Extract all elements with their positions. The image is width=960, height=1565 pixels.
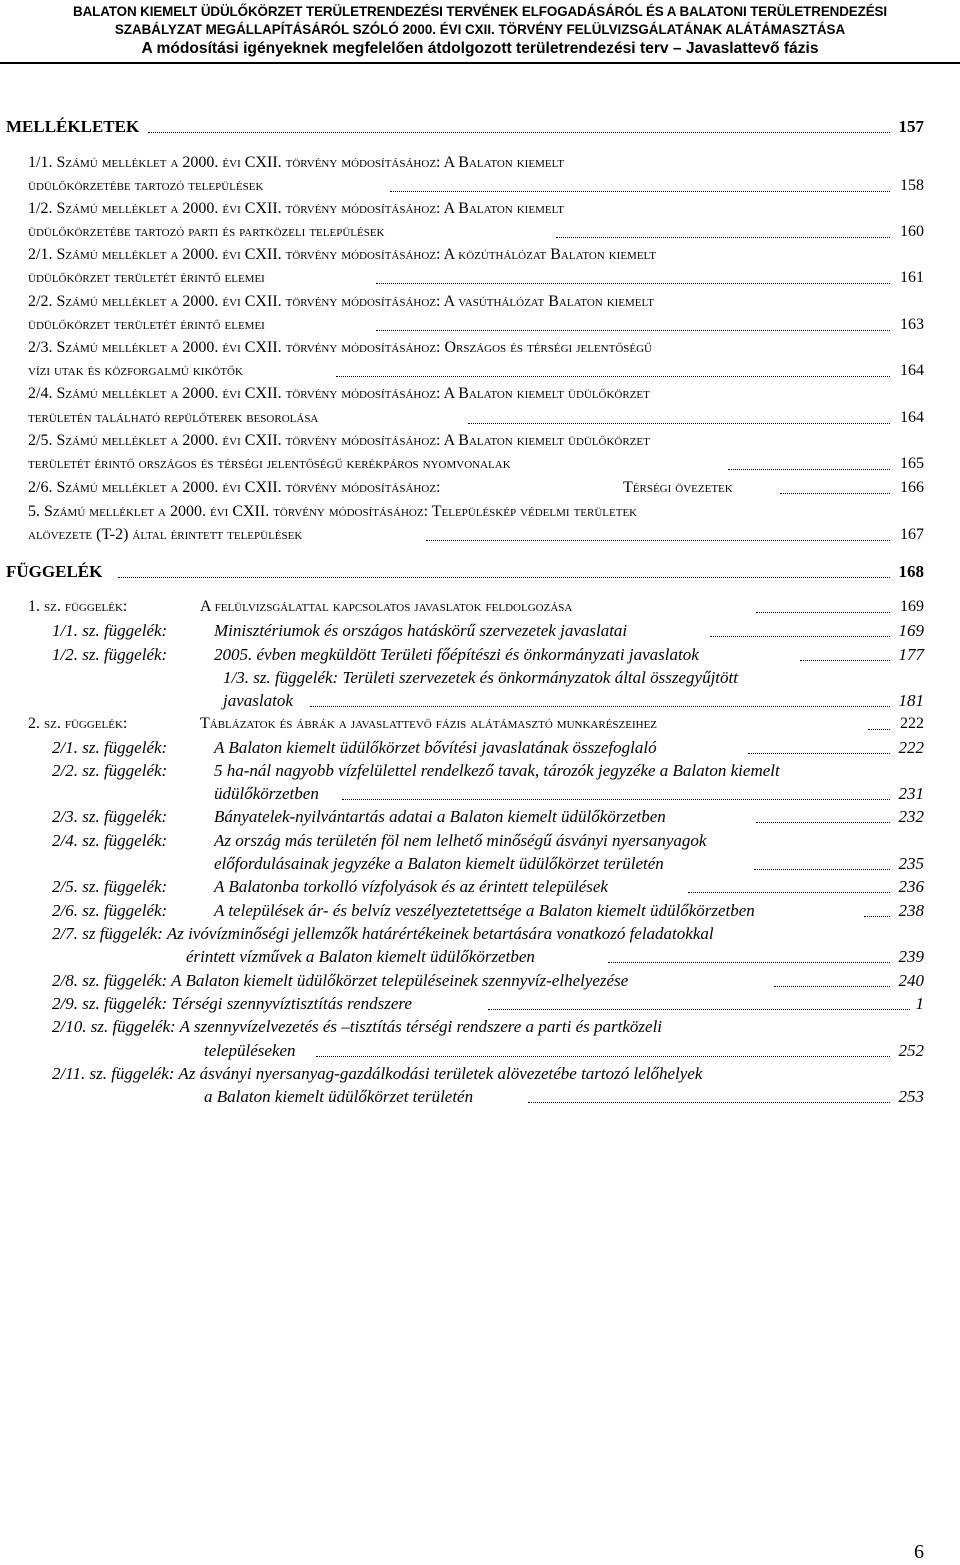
toc-entry-text: üdülőkörzet területét érintő elemei bbox=[28, 316, 265, 333]
toc-page-number: 163 bbox=[900, 316, 924, 333]
toc-leader bbox=[468, 406, 890, 424]
toc-leader bbox=[148, 115, 890, 133]
header-line-1: BALATON KIEMELT ÜDÜLŐKÖRZET TERÜLETRENDEZÉSI TERVÉNEK ELFOGADÁSÁRÓL ÉS A BALATONI TERÜLETRENDEZÉSI bbox=[73, 4, 887, 19]
toc-page-number: 166 bbox=[900, 479, 924, 496]
toc-entry-fuggelek-1[interactable] bbox=[0, 595, 960, 619]
toc-entry-text: 2/5. Számú melléklet a 2000. évi CXII. törvény módosításához: A Balaton kiemelt üdülőkörzet bbox=[28, 432, 650, 449]
toc-entry-text: 2/3. Számú melléklet a 2000. évi CXII. törvény módosításához: Országos és térségi jelentőségű bbox=[28, 339, 652, 356]
toc-entry-label: 1. sz. függelék: bbox=[28, 598, 128, 615]
toc-entry-text: 5 ha-nál nagyobb vízfelülettel rendelkező tavak, tározók jegyzéke a Balaton kiemelt bbox=[214, 761, 780, 780]
toc-entry-text: Az ország más területén föl nem lelhető minőségű ásványi nyersanyagok bbox=[214, 831, 707, 850]
toc-entry-text: 2/7. sz függelék: Az ivóvízminőségi jellemzők határértékeinek betartására vonatkozó feladatokkal bbox=[52, 924, 714, 943]
toc-leader bbox=[488, 992, 910, 1010]
toc-leader bbox=[748, 736, 890, 754]
toc-entry-fuggelek-2-4[interactable] bbox=[0, 829, 960, 853]
toc-page-number: 252 bbox=[898, 1041, 924, 1060]
toc-entry-fuggelek-2-11-cont[interactable] bbox=[0, 1085, 960, 1109]
toc-entry-fuggelek-2-2[interactable] bbox=[0, 759, 960, 783]
toc-entry-text: 2/11. sz. függelék: Az ásványi nyersanyag-gazdálkodási területek alövezetébe tartozó lelőhelyek bbox=[52, 1064, 703, 1083]
toc-entry-text: 2/8. sz. függelék: A Balaton kiemelt üdülőkörzet településeinek szennyvíz-elhelyezése bbox=[52, 971, 629, 990]
toc-entry-text: érintett vízművek a Balaton kiemelt üdülőkörzetben bbox=[186, 947, 535, 966]
toc-entry-1-1[interactable] bbox=[0, 151, 960, 175]
toc-leader bbox=[342, 782, 890, 800]
toc-entry-2-3[interactable] bbox=[0, 336, 960, 360]
toc-entry-label: 2/3. sz. függelék: bbox=[52, 807, 168, 826]
header-line-2: SZABÁLYZAT MEGÁLLAPÍTÁSÁRÓL SZÓLÓ 2000. ÉVI CXII. TÖRVÉNY FELÜLVIZSGÁLATÁNAK ALÁTÁMASZTÁSA bbox=[114, 22, 846, 37]
toc-entry-fuggelek-1-1[interactable] bbox=[0, 619, 960, 643]
toc-entry-text: üdülőkörzetébe tartozó parti és partközeli települések bbox=[28, 223, 385, 240]
toc-entry-subtitle: Térségi övezetek bbox=[623, 479, 733, 496]
toc-page-number: 181 bbox=[898, 691, 924, 710]
toc-page-number: 167 bbox=[900, 526, 924, 543]
toc-leader bbox=[118, 560, 890, 578]
toc-entry-5-cont[interactable] bbox=[0, 523, 960, 547]
toc-page-number: 238 bbox=[898, 901, 924, 920]
toc-entry-2-3-cont[interactable] bbox=[0, 359, 960, 383]
toc-entry-fuggelek-1-3[interactable] bbox=[0, 666, 960, 690]
toc-leader bbox=[608, 945, 890, 963]
toc-entry-fuggelek-2-5[interactable] bbox=[0, 875, 960, 899]
toc-leader bbox=[376, 313, 890, 331]
toc-page-number: 169 bbox=[898, 621, 924, 640]
toc-entry-mellekletek[interactable] bbox=[0, 115, 960, 139]
toc-entry-label: 2/1. sz. függelék: bbox=[52, 738, 168, 757]
toc-leader bbox=[868, 712, 890, 730]
toc-entry-fuggelek-2-1[interactable] bbox=[0, 736, 960, 760]
toc-entry-fuggelek-2-11[interactable] bbox=[0, 1062, 960, 1086]
toc-entry-fuggelek-2-3[interactable] bbox=[0, 805, 960, 829]
toc-entry-fuggelek-2-2-cont[interactable] bbox=[0, 782, 960, 806]
toc-entry-text: 2/2. Számú melléklet a 2000. évi CXII. törvény módosításához: A vasúthálózat Balaton kiemelt bbox=[28, 293, 654, 310]
toc-entry-text: javaslatok bbox=[223, 691, 293, 710]
toc-entry-text: Bányatelek-nyilvántartás adatai a Balaton kiemelt üdülőkörzetben bbox=[214, 807, 666, 826]
toc-entry-1-2-cont[interactable] bbox=[0, 220, 960, 244]
toc-entry-fuggelek-2-7-cont[interactable] bbox=[0, 945, 960, 969]
toc-entry-text: Minisztériumok és országos hatáskörű szervezetek javaslatai bbox=[214, 621, 628, 640]
toc-entry-5[interactable] bbox=[0, 500, 960, 524]
toc-leader bbox=[756, 805, 890, 823]
toc-entry-text: vízi utak és közforgalmú kikötők bbox=[28, 362, 243, 379]
toc-entry-label: 2. sz. függelék: bbox=[28, 715, 128, 732]
toc-entry-text: 1/3. sz. függelék: Területi szervezetek és önkormányzatok által összegyűjtött bbox=[223, 668, 738, 687]
toc-entry-text: 1/1. Számú melléklet a 2000. évi CXII. törvény módosításához: A Balaton kiemelt bbox=[28, 154, 564, 171]
toc-entry-1-1-cont[interactable] bbox=[0, 174, 960, 198]
toc-entry-2-1-cont[interactable] bbox=[0, 266, 960, 290]
toc-entry-2-4-cont[interactable] bbox=[0, 406, 960, 430]
toc-entry-text: előfordulásainak jegyzéke a Balaton kiemelt üdülőkörzet területén bbox=[214, 854, 664, 873]
toc-entry-fuggelek-2-10[interactable] bbox=[0, 1015, 960, 1039]
toc-page-number: 160 bbox=[900, 223, 924, 240]
toc-leader bbox=[864, 899, 890, 917]
toc-entry-text: 2/10. sz. függelék: A szennyvízelvezetés és –tisztítás térségi rendszere a parti és partközeli bbox=[52, 1017, 663, 1036]
toc-leader bbox=[710, 619, 890, 637]
toc-leader bbox=[774, 969, 890, 987]
header-line-3: A módosítási igényeknek megfelelően átdolgozott területrendezési terv – Javaslattevő fázis bbox=[141, 40, 819, 57]
toc-entry-fuggelek-1-3-cont[interactable] bbox=[0, 689, 960, 713]
toc-page-number: 164 bbox=[900, 409, 924, 426]
toc-entry-text: 2/4. Számú melléklet a 2000. évi CXII. törvény módosításához: A Balaton kiemelt üdülőkörzet bbox=[28, 385, 650, 402]
toc-entry-text: MELLÉKLETEK bbox=[6, 117, 140, 136]
toc-leader bbox=[310, 689, 890, 707]
toc-page-number: 158 bbox=[900, 177, 924, 194]
toc-entry-fuggelek-2-10-cont[interactable] bbox=[0, 1039, 960, 1063]
toc-entry-2-5-cont[interactable] bbox=[0, 452, 960, 476]
toc-leader bbox=[528, 1085, 890, 1103]
toc-entry-text: 2/6. Számú melléklet a 2000. évi CXII. törvény módosításához: bbox=[28, 479, 441, 496]
toc-page-number: 169 bbox=[900, 598, 924, 615]
toc-entry-text: alövezete (T-2) által érintett települések bbox=[28, 526, 303, 543]
toc-entry-fuggelek-1-2[interactable] bbox=[0, 643, 960, 667]
toc-entry-text: üdülőkörzetébe tartozó települések bbox=[28, 177, 264, 194]
toc-leader bbox=[754, 852, 890, 870]
toc-leader bbox=[336, 359, 890, 377]
toc-entry-fuggelek-2-4-cont[interactable] bbox=[0, 852, 960, 876]
toc-page-number: 236 bbox=[898, 877, 924, 896]
toc-entry-text: üdülőkörzetben bbox=[214, 784, 319, 803]
toc-entry-label: 2/6. sz. függelék: bbox=[52, 901, 168, 920]
toc-entry-text: területén található repülőterek besorolása bbox=[28, 409, 319, 426]
toc-leader bbox=[688, 875, 890, 893]
toc-page-number: 1 bbox=[915, 994, 924, 1013]
toc-leader bbox=[390, 174, 890, 192]
toc-entry-label: 2/2. sz. függelék: bbox=[52, 761, 168, 780]
toc-entry-2-6[interactable] bbox=[0, 476, 960, 500]
toc-entry-text: 2005. évben megküldött Területi főépítészi és önkormányzati javaslatok bbox=[214, 645, 699, 664]
toc-entry-text: A Balatonba torkolló vízfolyások és az érintett települések bbox=[214, 877, 608, 896]
toc-leader bbox=[780, 476, 890, 494]
toc-entry-text: területét érintő országos és térségi jelentőségű kerékpáros nyomvonalak bbox=[28, 455, 511, 472]
toc-page-number: 164 bbox=[900, 362, 924, 379]
toc-page-number: 177 bbox=[898, 645, 924, 664]
toc-leader bbox=[316, 1039, 890, 1057]
toc-leader bbox=[800, 643, 890, 661]
toc-leader bbox=[556, 220, 890, 238]
toc-entry-fuggelek-2-6[interactable] bbox=[0, 899, 960, 923]
toc-entry-fuggelek-2-9[interactable] bbox=[0, 992, 960, 1016]
toc-entry-text: A Balaton kiemelt üdülőkörzet bővítési javaslatának összefoglaló bbox=[214, 738, 657, 757]
toc-leader bbox=[728, 452, 890, 470]
toc-entry-2-5[interactable] bbox=[0, 429, 960, 453]
toc-entry-text: üdülőkörzet területét érintő elemei bbox=[28, 269, 265, 286]
toc-entry-text: A felülvizsgálattal kapcsolatos javaslatok feldolgozása bbox=[200, 598, 573, 615]
toc-page-number: 239 bbox=[898, 947, 924, 966]
toc-page-number: 161 bbox=[900, 269, 924, 286]
toc-entry-2-2-cont[interactable] bbox=[0, 313, 960, 337]
page-number: 6 bbox=[914, 1541, 924, 1563]
toc-page-number: 157 bbox=[898, 117, 924, 136]
toc-leader bbox=[426, 523, 890, 541]
toc-page-number: 231 bbox=[898, 784, 924, 803]
toc-leader bbox=[756, 595, 890, 613]
toc-entry-fuggelek-2-7[interactable] bbox=[0, 922, 960, 946]
toc-entry-2-2[interactable] bbox=[0, 290, 960, 314]
toc-page-number: 168 bbox=[898, 562, 924, 581]
toc-entry-fuggelek-2-8[interactable] bbox=[0, 969, 960, 993]
toc-entry-2-1[interactable] bbox=[0, 243, 960, 267]
toc-entry-text: 1/2. Számú melléklet a 2000. évi CXII. törvény módosításához: A Balaton kiemelt bbox=[28, 200, 564, 217]
toc-entry-label: 2/4. sz. függelék: bbox=[52, 831, 168, 850]
toc-entry-text: 2/9. sz. függelék: Térségi szennyvíztisztítás rendszere bbox=[52, 994, 412, 1013]
toc-entry-label: 2/5. sz. függelék: bbox=[52, 877, 168, 896]
toc-page-number: 222 bbox=[898, 738, 924, 757]
toc-page-number: 253 bbox=[898, 1087, 924, 1106]
toc-entry-text: településeken bbox=[204, 1041, 296, 1060]
toc-leader bbox=[376, 266, 890, 284]
toc-page-number: 222 bbox=[900, 715, 924, 732]
toc-entry-2-4[interactable] bbox=[0, 382, 960, 406]
toc-page-number: 235 bbox=[898, 854, 924, 873]
toc-entry-fuggelek[interactable] bbox=[0, 560, 960, 584]
toc-entry-text: 2/1. Számú melléklet a 2000. évi CXII. törvény módosításához: A közúthálózat Balaton kiemelt bbox=[28, 246, 656, 263]
toc-entry-label: 1/2. sz. függelék: bbox=[52, 645, 168, 664]
toc-page-number: 165 bbox=[900, 455, 924, 472]
toc-entry-label: 1/1. sz. függelék: bbox=[52, 621, 168, 640]
toc-page-number: 232 bbox=[898, 807, 924, 826]
toc-entry-1-2[interactable] bbox=[0, 197, 960, 221]
toc-entry-text: A települések ár- és belvíz veszélyeztetettsége a Balaton kiemelt üdülőkörzetben bbox=[214, 901, 755, 920]
toc-entry-text: 5. Számú melléklet a 2000. évi CXII. törvény módosításához: Településkép védelmi területek bbox=[28, 503, 638, 520]
toc-page-number: 240 bbox=[898, 971, 924, 990]
toc-entry-fuggelek-2[interactable] bbox=[0, 712, 960, 736]
toc-entry-text: FÜGGELÉK bbox=[6, 562, 103, 581]
toc-entry-text: a Balaton kiemelt üdülőkörzet területén bbox=[204, 1087, 474, 1106]
toc-entry-text: Táblázatok és ábrák a javaslattevő fázis alátámasztó munkarészeihez bbox=[200, 715, 658, 732]
